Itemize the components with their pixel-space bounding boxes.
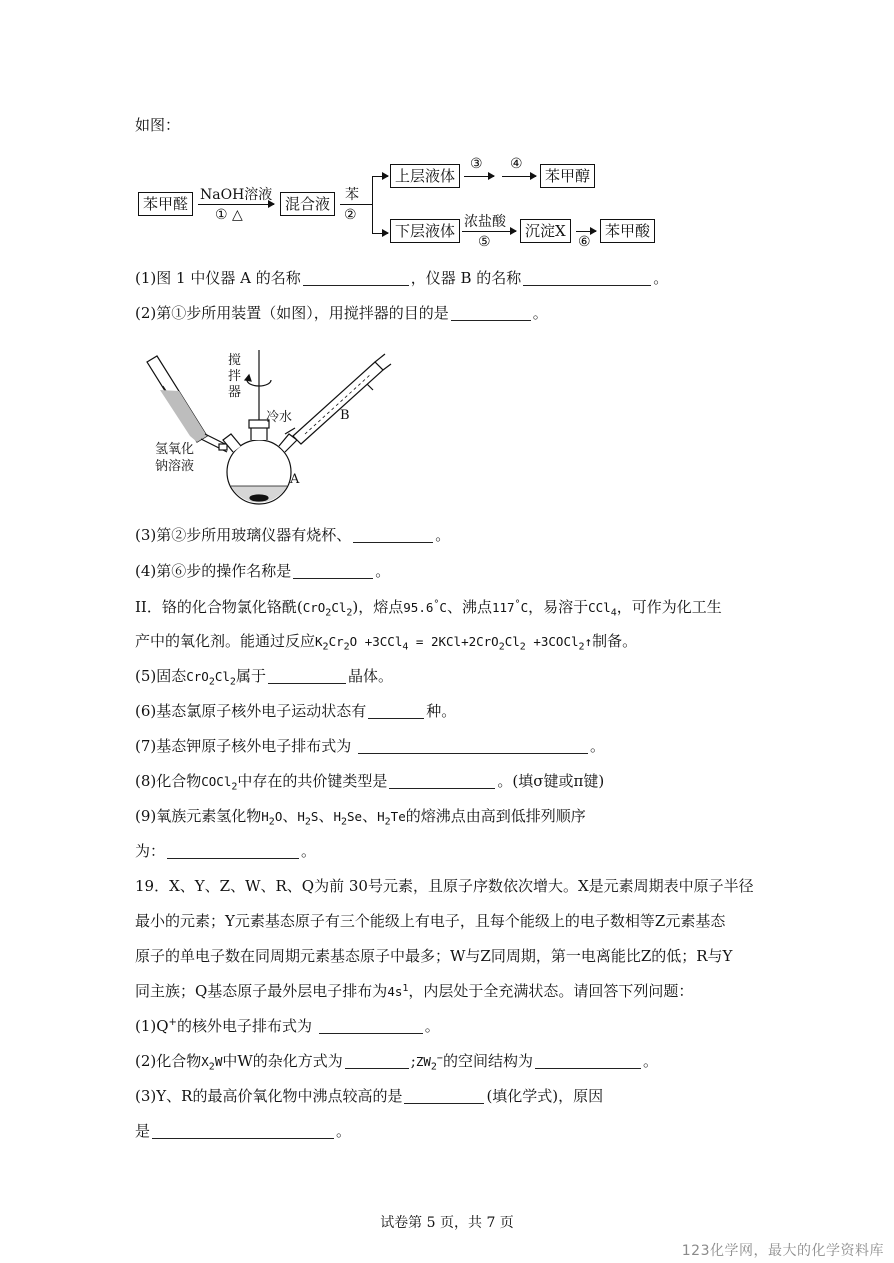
- formula-ccl4: CCl$_4$: [588, 600, 617, 619]
- question-7: [135, 736, 605, 756]
- q19-line4: [135, 981, 693, 1002]
- boiling-point-value: 117: [491, 600, 515, 615]
- flow-arrow-lower: [372, 233, 388, 234]
- formula-h2o: $H_2O$: [261, 809, 283, 828]
- q19-sub2: (2)化合物$X_2W$中W的杂化方式为 $;ZW_2^-$的空间结构为 。: [135, 1052, 658, 1073]
- formula-cocl2: COCl$_2$: [201, 774, 238, 793]
- part2-line2: [135, 631, 637, 652]
- flow-upper: 上层液体: [390, 164, 460, 188]
- q9-sep-1: 、: [282, 807, 298, 825]
- question-9: [135, 806, 586, 827]
- q4-text-a: (4)第⑥步的操作名称是: [135, 562, 292, 580]
- q9-sep-3: 、: [362, 807, 378, 825]
- formula-4s1: $4s^1$: [387, 982, 409, 999]
- question-2: [135, 303, 548, 323]
- q6-text-b: 种。: [426, 702, 457, 720]
- q9-text-f: 为：: [135, 842, 166, 860]
- q19-s1-text-c: 。: [424, 1017, 440, 1035]
- flow-branch-h: [340, 204, 372, 205]
- flow-start: 苯甲醛: [138, 192, 193, 216]
- q19-s3-text-b: (填化学式)，原因: [486, 1087, 604, 1105]
- q8-text-a: (8)化合物: [135, 772, 202, 790]
- q9-text-e: 的熔沸点由高到低排列顺序: [405, 807, 586, 825]
- q3-text-a: (3)第②步所用玻璃仪器有烧杯、: [135, 526, 352, 544]
- q19-s2-text-a: (2)化合物: [135, 1052, 202, 1070]
- question-8: [135, 771, 604, 792]
- intro-text: 如图：: [135, 116, 181, 134]
- q19-line2: 最小的元素；Y元素基态原子有三个能级上有电子，且每个能级上的电子数相等Z元素基态: [135, 912, 726, 930]
- flow-arrow-5: [462, 231, 516, 232]
- q19-s3-text-c: 是: [135, 1122, 151, 1140]
- boiling-point: 117°C: [491, 598, 529, 615]
- formula-cro2cl2: $CrO_2Cl_2$: [302, 600, 353, 619]
- q1-text-a: (1)图 1 中仪器 A 的名称: [135, 269, 301, 287]
- q7-blank[interactable]: [358, 737, 588, 754]
- flow-lower: 下层液体: [390, 219, 460, 243]
- flow-arrow-upper: [372, 176, 388, 177]
- water-label: 冷水: [266, 410, 293, 425]
- q9-text-a: (9)氧族元素氢化物: [135, 807, 262, 825]
- q19-s3-text-a: (3)Y、R的最高价氧化物中沸点较高的是: [135, 1087, 403, 1105]
- flow-precipitate: 沉淀X: [520, 219, 571, 243]
- flow-step3: ③: [470, 156, 483, 172]
- melting-point-value: 95.6: [403, 600, 434, 615]
- q19-text-4b: ，内层处于全充满状态。请回答下列问题：: [408, 982, 694, 1000]
- flow-arrow-4: [502, 176, 536, 177]
- flow-arrow-6: [576, 231, 596, 232]
- q19-s2-blank-a[interactable]: [345, 1052, 409, 1069]
- apparatus-figure: [135, 350, 395, 510]
- q2-text-a: (2)第①步所用装置（如图），用搅拌器的目的是: [135, 304, 449, 322]
- q19-text-4a: 同主族；Q基态原子最外层电子排布为: [135, 982, 388, 1000]
- q19-sub1: (1)Q+的核外电子排布式为 。: [135, 1017, 440, 1035]
- reagent-label-2: 钠溶液: [155, 459, 195, 474]
- label-b: B: [340, 408, 350, 423]
- question-5: [135, 666, 393, 687]
- q19-line1: 19．X、Y、Z、W、R、Q为前 30号元素，且原子序数依次增大。X是元素周期表中原子半径: [135, 877, 754, 895]
- q5-text-b: 属于: [235, 667, 266, 685]
- question-1: [135, 268, 668, 288]
- page-footer: 试卷第 5 页，共 7 页: [380, 1215, 514, 1231]
- question-6: [135, 701, 456, 721]
- label-a: A: [290, 472, 300, 487]
- flow-mixed: 混合液: [280, 192, 335, 216]
- q19-s1-text-b: 的核外电子排布式为: [176, 1017, 312, 1035]
- flow-step1-reagent: NaOH溶液: [200, 187, 273, 203]
- part2-text-d: ，易溶于: [528, 598, 589, 616]
- formula-h2se: $H_2Se$: [333, 809, 363, 828]
- part2-text-c: 、沸点: [446, 598, 492, 616]
- part2-line1: [135, 597, 722, 618]
- question-4: [135, 561, 390, 581]
- q8-text-c: 。(填σ键或π键): [497, 772, 605, 790]
- formula-h2te: $H_2Te$: [377, 809, 406, 828]
- q7-text-a: (7)基态钾原子核外电子排布式为: [135, 737, 352, 755]
- q19-s1-blank[interactable]: [319, 1017, 423, 1034]
- watermark: 123化学网，最大的化学资料库: [681, 1243, 884, 1259]
- question-9-cont: [135, 841, 316, 861]
- flow-arrow-1: [198, 204, 274, 205]
- q5-text-c: 晶体。: [347, 667, 393, 685]
- formula-zw2-minus: $ZW_2^-$: [415, 1052, 443, 1073]
- q8-text-b: 中存在的共价键类型是: [237, 772, 388, 790]
- q19-s2-text-d: 。: [642, 1052, 658, 1070]
- flow-step2-num: ②: [344, 207, 357, 223]
- part2-text-a: II．铬的化合物氯化铬酰(: [135, 598, 303, 616]
- part2-text-b: )，熔点: [352, 598, 404, 616]
- q5-blank[interactable]: [268, 667, 346, 684]
- q6-blank[interactable]: [368, 702, 424, 719]
- flow-step5-reagent: 浓盐酸: [464, 214, 506, 230]
- q19-sub3: [135, 1086, 603, 1106]
- q9-sep-2: 、: [318, 807, 334, 825]
- q19-s1-text-a: (1)Q: [135, 1017, 169, 1035]
- q9-blank[interactable]: [167, 842, 299, 859]
- q19-sub3-cont: [135, 1121, 351, 1141]
- q1-blank-a[interactable]: [303, 269, 409, 286]
- formula-h2s: $H_2S$: [297, 809, 319, 828]
- q19-s3-blank-b[interactable]: [152, 1122, 334, 1139]
- q4-text-b: 。: [375, 562, 391, 580]
- q19-s2-blank-b[interactable]: [535, 1052, 641, 1069]
- q7-text-b: 。: [590, 737, 606, 755]
- flow-step1-cond: ① △: [215, 207, 243, 223]
- flow-product2: 苯甲酸: [600, 219, 655, 243]
- q3-text-b: 。: [435, 526, 451, 544]
- q2-text-b: 。: [532, 304, 548, 322]
- q19-s3-text-d: 。: [336, 1122, 352, 1140]
- round-bottom-flask: [223, 420, 300, 504]
- flow-arrow-3: [464, 176, 494, 177]
- condenser: [285, 354, 391, 444]
- question-3: [135, 525, 450, 545]
- formula-cro2cl2-q5: $CrO_2Cl_2$: [186, 669, 236, 688]
- q9-text-g: 。: [301, 842, 317, 860]
- q19-line3: 原子的单电子数在同周期元素基态原子中最多；W与Z同周期，第一电离能比Z的低；R与Y: [135, 947, 733, 965]
- q19-s2-text-b: 中W的杂化方式为: [222, 1052, 343, 1070]
- flow-step4: ④: [510, 156, 523, 172]
- part2-text-f: 产中的氧化剂。能通过反应: [135, 632, 316, 650]
- melting-point: 95.6°C: [403, 598, 447, 615]
- flow-branch-v: [372, 176, 373, 234]
- q1-blank-b[interactable]: [523, 269, 651, 286]
- flow-step2-reagent: 苯: [345, 187, 359, 203]
- q5-text-a: (5)固态: [135, 667, 187, 685]
- part2-text-g: 制备。: [592, 632, 638, 650]
- q19-s2-text-c: 的空间结构为: [442, 1052, 533, 1070]
- reagent-label-1: 氢氧化: [155, 442, 195, 457]
- formula-x2w: $X_2W$: [201, 1054, 223, 1073]
- q1-text-c: 。: [653, 269, 669, 287]
- flow-step6: ⑥: [578, 234, 591, 250]
- part2-text-e: ，可作为化工生: [616, 598, 722, 616]
- q2-blank[interactable]: [451, 304, 531, 321]
- q6-text-a: (6)基态氯原子核外电子运动状态有: [135, 702, 367, 720]
- q1-text-b: ，仪器 B 的名称: [410, 269, 522, 287]
- q4-blank[interactable]: [293, 562, 373, 579]
- q3-blank[interactable]: [353, 526, 433, 543]
- flow-product1: 苯甲醇: [540, 164, 595, 188]
- flow-step5-num: ⑤: [478, 234, 491, 250]
- q8-blank[interactable]: [389, 772, 495, 789]
- stirrer-label: 搅拌器: [228, 353, 242, 400]
- reaction-equation: $K_2Cr_2O +3CCl_4 = 2KCl+2CrO_2Cl_2$ +3COCl$_2$↑: [315, 634, 593, 653]
- q19-s3-blank-a[interactable]: [404, 1087, 484, 1104]
